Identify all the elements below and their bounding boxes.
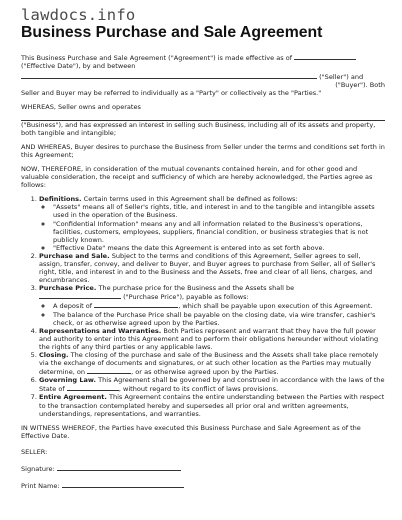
section-representations: 4. Representations and Warranties. Both Parties represent and warrant that they have the full power and authority to enter into this Agreement and to perform their obligations hereunder without violating the rights of any third parties or any applicable laws.: [39, 327, 385, 351]
effective-date-blank[interactable]: [294, 53, 356, 60]
whereas-1: WHEREAS, Seller owns and operates: [21, 103, 141, 112]
print-name-blank[interactable]: [62, 481, 184, 488]
whereas-1-cont: ("Business"), and has expressed an interest in selling such Business, including all of its assets and property, both tangible and intangible;: [21, 120, 376, 137]
business-description-blank[interactable]: [21, 112, 385, 121]
intro-line1: This Business Purchase and Sale Agreement ("Agreement") is made effective as of: [21, 54, 293, 62]
closing-date-blank[interactable]: [87, 367, 131, 374]
definition-assets: ◦ "Assets" means all of Seller's rights, title, and interest in and to the tangible and intangible assets used in the operation of the Business.: [53, 203, 385, 219]
purchase-price-blank[interactable]: [39, 292, 121, 299]
site-name: lawdocs.info: [21, 6, 136, 24]
intro-line4: Seller and Buyer may be referred to individually as a "Party" or collectively as the "Parties.": [21, 89, 322, 98]
signature-row: Signature:: [21, 464, 385, 473]
deposit-blank[interactable]: [94, 301, 178, 308]
section-purchase-price: 3. Purchase Price. The purchase price for the Business and the Assets shall be ("Purchase Price"), payable as follows: ◦ A deposit of , which shall be payable upon execution of this Agreement. ◦ The balance of the Purchase Price shall be payable on the closing date, via wire transfer, cashier's check, or as otherwise agreed upon by the Parties.: [39, 284, 385, 326]
print-name-row: Print Name:: [21, 481, 385, 490]
intro-line2: ("Effective Date"), by and between: [21, 62, 136, 71]
seller-label: ("Seller") and: [319, 73, 364, 82]
whereas-2: AND WHEREAS, Buyer desires to purchase the Business from Seller under the terms and conditions set forth in this Agreement;: [21, 142, 385, 159]
section-purchase-sale: 2. Purchase and Sale. Subject to the terms and conditions of this Agreement, Seller agrees to sell, assign, transfer, convey, and deliver to Buyer, and Buyer agrees to purchase from Seller, all of Seller's right, title, and interest in and to the Business and the Assets, free and clear of all liens, charges, and encumbrances.: [39, 252, 385, 284]
signature-blank[interactable]: [57, 464, 181, 471]
buyer-label: ("Buyer"). Both: [335, 81, 385, 90]
sections-list: [21, 195, 385, 418]
section-closing: 5. Closing. The closing of the purchase and sale of the Business and the Assets shall take place remotely via the exchange of documents and signatures, or at such other location as the Parties may mutually determine, on , or as otherwise agreed upon by the Parties.: [39, 351, 385, 376]
state-blank[interactable]: [67, 384, 119, 391]
seller-signature-label: SELLER:: [21, 447, 48, 456]
definition-effective-date: ◦ "Effective Date" means the date this Agreement is entered into as set forth above.: [53, 244, 385, 252]
payment-deposit: ◦ A deposit of , which shall be payable upon execution of this Agreement.: [53, 301, 385, 310]
document-body: [21, 53, 385, 490]
document-title: Business Purchase and Sale Agreement: [21, 24, 323, 41]
witness-paragraph: IN WITNESS WHEREOF, the Parties have executed this Business Purchase and Sale Agreement as of the Effective Date.: [21, 423, 361, 440]
section-definitions: 1. Definitions. Certain terms used in this Agreement shall be defined as follows: ◦ "Assets" means all of Seller's rights, title, and interest in and to the tangible and intangible assets used in the operation of the Business. ◦ "Confidential Information" means any and all information related to the Business's operations, facilities, customers, employees, suppliers, financial condition, or business strategies that is not publicly known. ◦ "Effective Date" means the date this Agreement is entered into as set forth above.: [39, 195, 385, 252]
intro-paragraph: [21, 53, 385, 97]
section-governing-law: 6. Governing Law. This Agreement shall be governed by and construed in accordance with the laws of the State of , without regard to its conflict of laws provisions.: [39, 376, 385, 393]
definitions-list: [39, 203, 385, 252]
definition-confidential: ◦ "Confidential Information" means any and all information related to the Business's operations, facilities, customers, employees, suppliers, financial condition, or business strategies that is not publicly known.: [53, 220, 385, 244]
now-therefore: NOW, THEREFORE, in consideration of the mutual covenants contained herein, and for other good and valuable consideration, the receipt and sufficiency of which are hereby acknowledged, the Parties agree as follows:: [21, 164, 373, 190]
payment-list: [39, 301, 385, 326]
payment-balance: ◦ The balance of the Purchase Price shall be payable on the closing date, via wire transfer, cashier's check, or as otherwise agreed upon by the Parties.: [53, 311, 385, 327]
seller-name-blank[interactable]: [21, 70, 317, 79]
section-entire-agreement: 7. Entire Agreement. This Agreement contains the entire understanding between the Parties with respect to the transaction contemplated hereby and supersedes all prior oral and written agreements, understandings, representations, and warranties.: [39, 393, 385, 417]
